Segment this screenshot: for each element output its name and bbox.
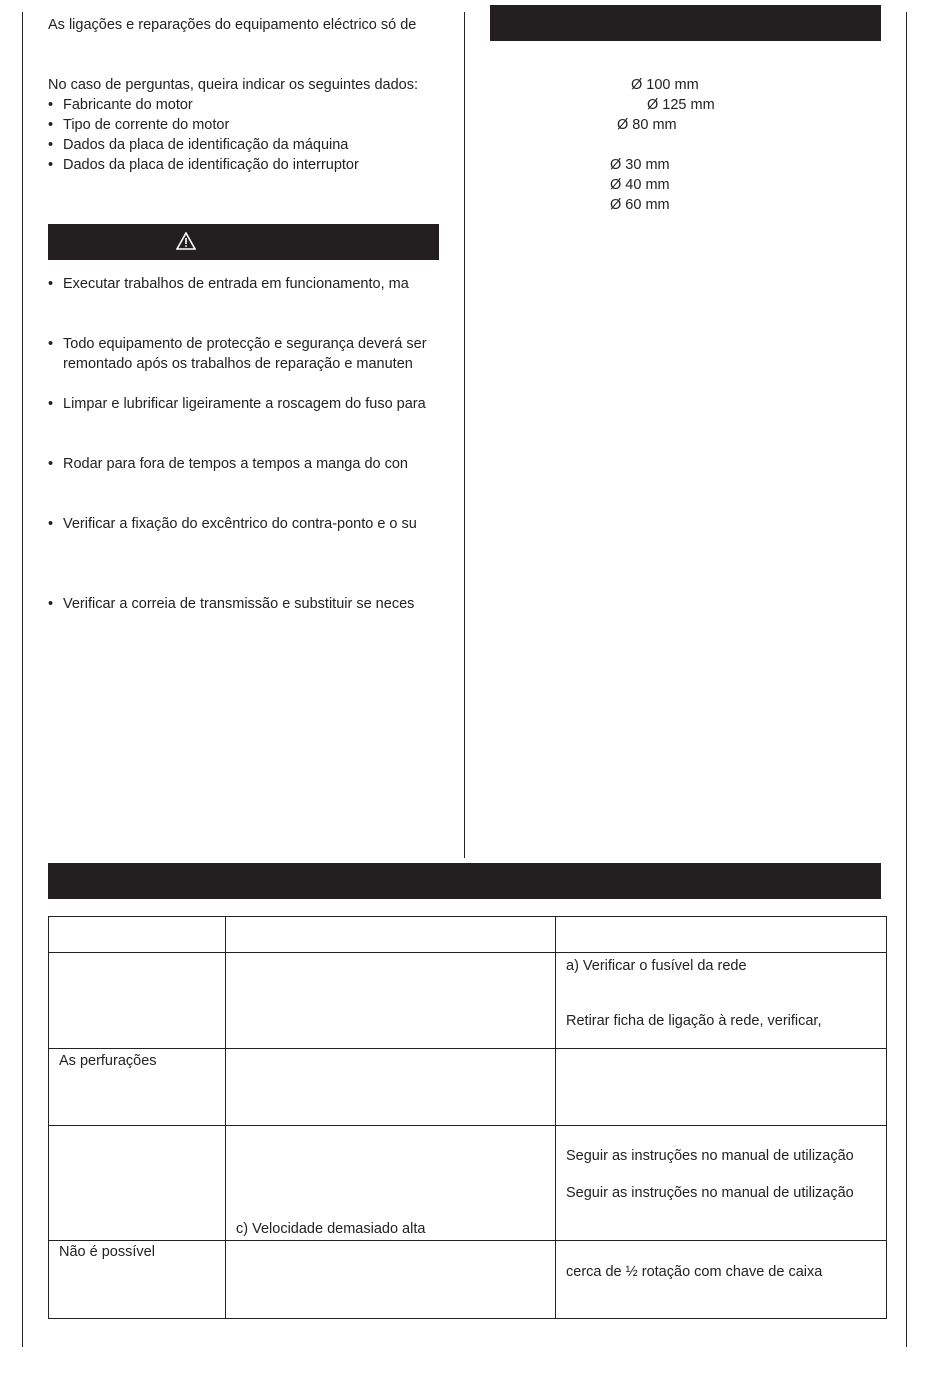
- table-cell: [226, 917, 556, 953]
- list-item: • Dados da placa de identificação da máquina: [63, 135, 348, 155]
- table-cell: [49, 917, 226, 953]
- cell-line: a) Verificar o fusível da rede: [566, 958, 747, 974]
- list-item-continuation: remontado após os trabalhos de reparação e manuten: [63, 356, 413, 372]
- table-cell: [49, 953, 226, 1049]
- list-item: • Rodar para fora de tempos a tempos a manga do con: [63, 454, 408, 474]
- table-row: [49, 1126, 887, 1241]
- left-margin-line: [22, 12, 23, 1347]
- cell-line: Retirar ficha de ligação à rede, verificar,: [566, 1013, 822, 1029]
- list-item: • Tipo de corrente do motor: [63, 115, 229, 135]
- list-item: • Limpar e lubrificar ligeiramente a roscagem do fuso para: [63, 394, 426, 414]
- troubleshooting-table: [48, 916, 887, 1319]
- center-divider-line: [464, 12, 465, 858]
- table-row: [49, 1049, 887, 1126]
- table-row: [49, 953, 887, 1049]
- intro-text: As ligações e reparações do equipamento eléctrico só de: [48, 17, 417, 33]
- list-item: • Verificar a correia de transmissão e substituir se neces: [63, 594, 414, 614]
- size-value: Ø 125 mm: [647, 97, 715, 113]
- warning-triangle-icon: [176, 232, 196, 250]
- maintenance-header-bar: [48, 224, 439, 260]
- list-item: • Executar trabalhos de entrada em funcionamento, ma: [63, 274, 409, 294]
- table-cell: [49, 1126, 226, 1241]
- table-cell: [556, 953, 887, 1049]
- technical-data-header-bar: [490, 5, 881, 41]
- size-value: Ø 80 mm: [617, 117, 677, 133]
- list-item: • Dados da placa de identificação do interruptor: [63, 155, 359, 175]
- table-cell: [226, 1241, 556, 1319]
- table-header-row: [49, 917, 887, 953]
- table-cell: [226, 1049, 556, 1126]
- table-cell: [556, 917, 887, 953]
- cell-line: c) Velocidade demasiado alta: [236, 1221, 426, 1237]
- right-margin-line: [906, 12, 907, 1347]
- cell-line: Seguir as instruções no manual de utilização: [566, 1185, 854, 1201]
- table-cell: [226, 953, 556, 1049]
- troubleshooting-header-bar: [48, 863, 881, 899]
- cell-line: Seguir as instruções no manual de utilização: [566, 1148, 854, 1164]
- list-item: • Verificar a fixação do excêntrico do contra-ponto e o su: [63, 514, 417, 534]
- table-cell: As perfurações: [49, 1049, 226, 1126]
- size-value: Ø 60 mm: [610, 197, 670, 213]
- list-item: • Todo equipamento de protecção e segurança deverá ser: [63, 334, 427, 354]
- table-row: [49, 1241, 887, 1319]
- list-item: • Fabricante do motor: [63, 95, 193, 115]
- table-cell: [556, 1126, 887, 1241]
- questions-heading: No caso de perguntas, queira indicar os seguintes dados:: [48, 77, 418, 93]
- table-cell: cerca de ½ rotação com chave de caixa: [556, 1241, 887, 1319]
- table-cell: [226, 1126, 556, 1241]
- table-cell: [556, 1049, 887, 1126]
- size-value: Ø 100 mm: [631, 77, 699, 93]
- table-cell: Não é possível: [49, 1241, 226, 1319]
- size-value: Ø 30 mm: [610, 157, 670, 173]
- size-value: Ø 40 mm: [610, 177, 670, 193]
